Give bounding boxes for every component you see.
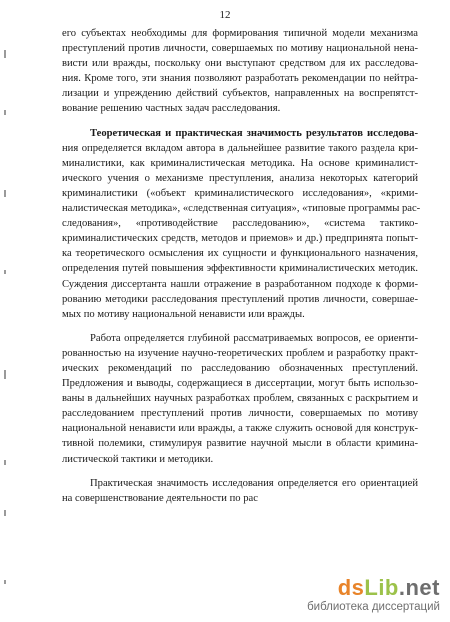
text-line: определения путей повышения эффективности криминалистических методик. (62, 263, 418, 275)
text-line: преступлений против личности, совершаемых по мотиву национальной нена- (62, 43, 418, 55)
text-line: миналистики, как криминалистическая методика. На основе криминалист- (62, 157, 418, 169)
text-line: ического учения о механизме преступления, анализа некоторых категорий (62, 172, 418, 184)
text-line: Предложения и выводы, содержащиеся в диссертации, могут быть использо- (62, 378, 418, 390)
paragraph-2 (62, 126, 421, 322)
text-line: следования», «противодействие расследованию», «система тактико- (62, 218, 418, 230)
dslib-watermark (307, 576, 440, 614)
text-line: национальной ненависти или вражды, а также служить основой для конструк- (62, 423, 418, 435)
dslib-logo (307, 576, 440, 600)
text-line: мых по мотиву национальной ненависти или вражды. (62, 308, 305, 320)
text-line: криминалистики («объект криминалистического исследования», «крими- (62, 187, 418, 199)
page-number: 12 (219, 9, 231, 21)
text-line: ических рекомендаций по расследованию обозначенных преступлений. (62, 362, 418, 374)
text-line: висти или вражды, поскольку они выступают средством для их расследова- (62, 58, 418, 70)
text-line: тивной полемики, стимулируя развитие научной мысли в области кримина- (62, 438, 418, 450)
text-line: налистическая методика», «следственная ситуация», «типовые программы рас- (62, 203, 421, 215)
paragraph-3 (62, 331, 418, 467)
text-line: Суждения диссертанта нашли отражение в разработанном подходе к форми- (62, 278, 418, 290)
text-line: вование решению частных задач расследования. (62, 103, 281, 115)
text-line: ния определяется вкладом автора в дальнейшее развитие такого раздела кри- (62, 142, 418, 154)
scan-margin-marks (4, 40, 14, 600)
text-line: на совершенствование деятельности по рас (62, 492, 258, 504)
logo-lib: Lib (364, 575, 399, 600)
text-line: Практическая значимость исследования определяется его ориентацией (90, 477, 418, 489)
document-body (62, 26, 421, 506)
text-line: листической тактики и методики. (62, 453, 214, 465)
text-line: ка теоретического осмысления их сущности и функционального назначения, (62, 248, 418, 260)
logo-net: .net (398, 575, 440, 600)
text-line: ваны в дальнейших научных разработках проблем, связанных с раскрытием и (62, 393, 418, 405)
text-line: его субъектах необходимы для формирования типичной модели механизма (62, 28, 418, 39)
text-line: Работа определяется глубиной рассматриваемых вопросов, ее ориенти- (90, 332, 418, 344)
text-line: рованностью на изучение научно-теоретических проблем и разработку практ- (62, 347, 418, 359)
text-line: криминалистических средств, методов и приемов» и др.) предпринята попыт- (62, 233, 418, 245)
paragraph-4 (62, 476, 418, 506)
paragraph-1 (62, 26, 418, 117)
section-heading-line: Теоретическая и практическая значимость результатов исследова- (90, 127, 418, 139)
text-line: лизации и упреждению действий субъектов, направленных на воспрепятст- (62, 88, 418, 100)
logo-ds: ds (337, 575, 365, 600)
watermark-caption: библиотека диссертаций (307, 601, 440, 613)
text-line: расследованием преступлений против личности, совершаемых по мотиву (62, 408, 418, 420)
text-line: ния. Кроме того, эти знания позволяют разработать рекомендации по нейтра- (62, 73, 418, 85)
text-line: рованию методики расследования преступлений против личности, совершае- (62, 293, 418, 305)
